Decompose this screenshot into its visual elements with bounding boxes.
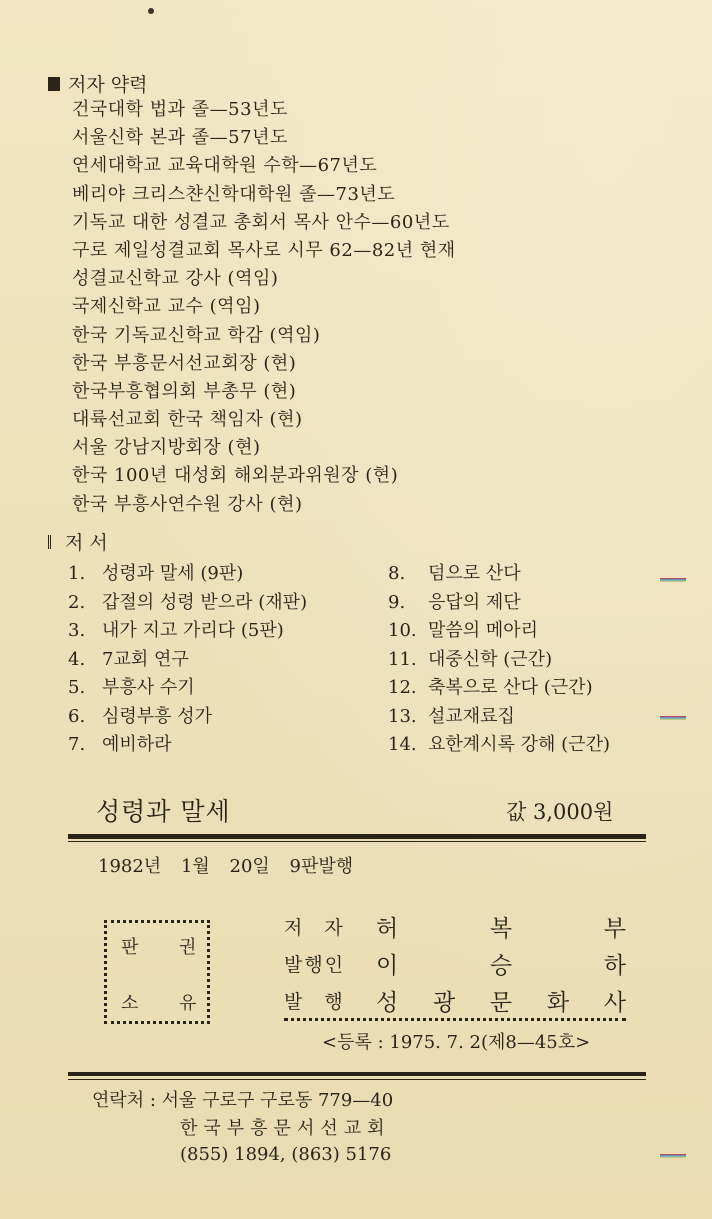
contact-address: 연락처 : 서울 구로구 구로동 779—40 (92, 1090, 394, 1111)
date-day: 20일 (229, 856, 270, 877)
bio-line: 구로 제일성결교회 목사로 시무 62—82년 현재 (72, 239, 456, 261)
publication-date (98, 852, 367, 878)
author-bio-list (72, 96, 672, 519)
seal-char: 소 (121, 993, 139, 1014)
author-bio-heading (48, 70, 147, 97)
contact-organization: 한국부흥문서선교회 (180, 1118, 391, 1139)
date-month: 1월 (180, 856, 210, 877)
work-item: 11. 대중신학 (근간) (388, 648, 553, 670)
bio-line: 기독교 대한 성결교 총회서 목사 안수—60년도 (72, 211, 450, 233)
work-item: 8. 덤으로 산다 (388, 563, 521, 584)
credits (284, 908, 626, 1019)
book-title: 성령과 말세 (96, 797, 231, 826)
copyright-seal (104, 920, 210, 1024)
bio-line: 서울신학 본과 졸—57년도 (72, 127, 288, 149)
square-bullet-icon (48, 77, 60, 91)
work-item: 5. 부흥사 수기 (68, 677, 195, 698)
works-heading (48, 528, 108, 555)
author-name: 허 복 부 (376, 916, 626, 942)
divider (68, 1079, 646, 1080)
bio-line: 국제신학교 교수 (역임) (72, 296, 261, 318)
bio-line: 건국대학 법과 졸—53년도 (72, 99, 288, 120)
divider (68, 1072, 646, 1076)
bio-line: 연세대학교 교육대학원 수학—67년도 (72, 155, 378, 177)
divider (68, 834, 646, 839)
bio-line: 한국 부흥사연수원 강사 (현) (72, 493, 303, 515)
works-list-left (68, 560, 307, 760)
bio-line: 한국부흥협의회 부총무 (현) (72, 380, 297, 402)
bio-line: 성결교신학교 강사 (역임) (72, 268, 279, 290)
seal-char: 권 (179, 937, 197, 958)
work-item: 1. 성령과 말세 (9판) (68, 563, 244, 584)
bullet-mark-icon (48, 535, 57, 549)
registration: <등록 : 1975. 7. 2(제8—45호> (322, 1032, 591, 1053)
works-list-right (388, 560, 610, 760)
work-item: 7. 예비하라 (68, 734, 172, 755)
works-title: 저 서 (65, 532, 108, 554)
bio-line: 한국 100년 대성회 해외분과위원장 (현) (72, 465, 399, 487)
divider (68, 841, 646, 842)
work-item: 2. 갑절의 성령 받으라 (재판) (68, 591, 308, 613)
scan-edge-artifact (660, 578, 686, 582)
seal-char: 유 (179, 993, 197, 1014)
author-label: 저 자 (284, 917, 351, 939)
publisher-name: 이 승 하 (376, 953, 626, 979)
bio-line: 서울 강남지방회장 (현) (72, 437, 261, 459)
bio-line: 대륙선교회 한국 책임자 (현) (72, 409, 303, 431)
price: 값 3,000원 (506, 800, 614, 824)
seal-char: 판 (121, 937, 139, 958)
work-item: 6. 심령부흥 성가 (68, 705, 213, 727)
publisher-row (284, 945, 626, 982)
scan-edge-artifact (660, 1154, 686, 1158)
work-item: 14. 요한계시록 강해 (근간) (388, 734, 610, 755)
work-item: 4. 7교회 연구 (68, 648, 189, 670)
bio-line: 한국 기독교신학교 학감 (역임) (72, 324, 321, 346)
edition: 9판발행 (289, 856, 354, 877)
contact-phone: (855) 1894, (863) 5176 (180, 1144, 392, 1165)
work-item: 10. 말씀의 메아리 (388, 620, 539, 641)
date-year: 1982년 (98, 856, 162, 877)
bio-line: 한국 부흥문서선교회장 (현) (72, 352, 297, 374)
scan-edge-artifact (660, 716, 686, 720)
work-item: 9. 응답의 제단 (388, 591, 521, 613)
bio-line: 베리야 크리스챤신학대학원 졸—73년도 (72, 183, 396, 205)
ink-spot (148, 8, 154, 14)
publishing-house-row (284, 982, 626, 1019)
publishing-house-name: 성 광 문 화 사 (376, 990, 626, 1016)
publishing-house-label: 발 행 (284, 991, 351, 1013)
dotted-divider (284, 1018, 626, 1021)
work-item: 3. 내가 지고 가리다 (5판) (68, 620, 284, 641)
author-bio-title: 저자 약력 (68, 74, 148, 96)
work-item: 13. 설교재료집 (388, 705, 515, 727)
author-row (284, 908, 626, 945)
publisher-label: 발행인 (284, 954, 346, 976)
work-item: 12. 축복으로 산다 (근간) (388, 677, 593, 698)
